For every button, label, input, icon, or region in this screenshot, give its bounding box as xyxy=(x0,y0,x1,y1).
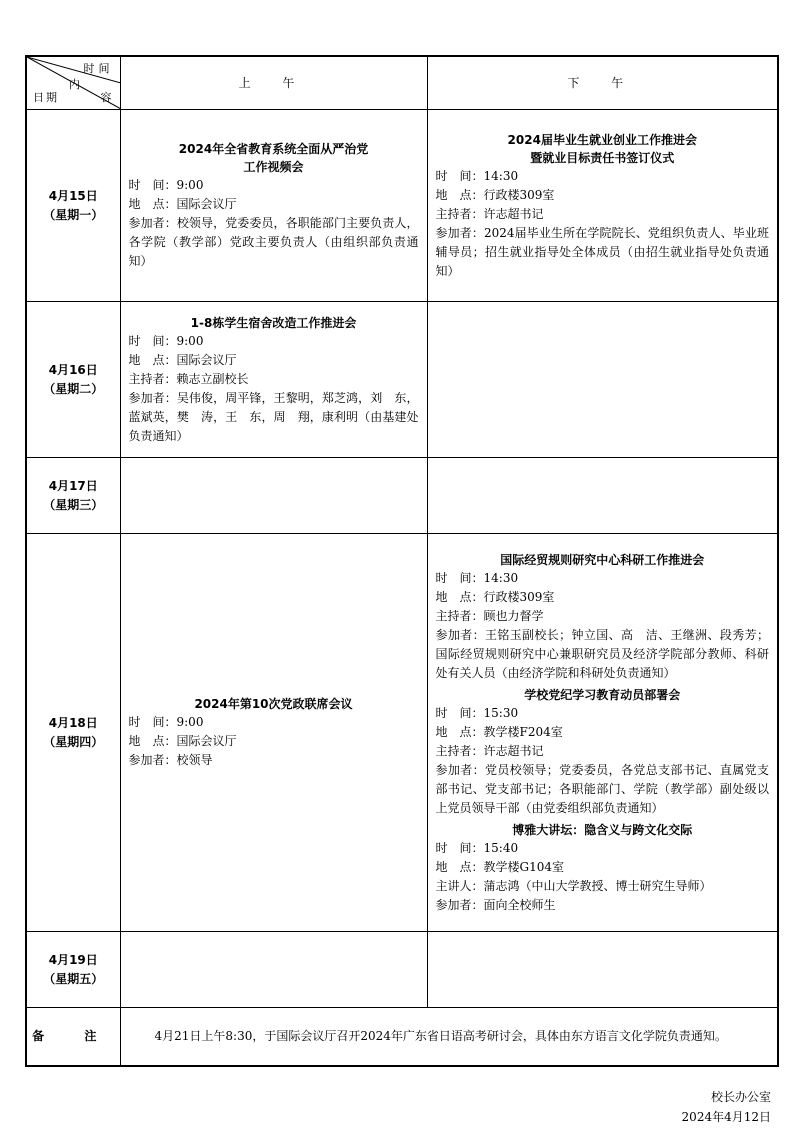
day-row xyxy=(26,110,778,302)
schedule-table xyxy=(25,55,779,1067)
afternoon-cell xyxy=(427,458,778,534)
event-detail-line: 参加者：党员校领导；党委委员，各党总支部书记、直属党支部书记、党支部书记；各职能部门、学院（教学部）副处级以上党员领导干部（由党委组织部负责通知） xyxy=(435,762,769,815)
header-row xyxy=(26,56,778,110)
event-detail-line: 时 间：14:30 xyxy=(435,168,519,183)
corner-content-label-1: 内 xyxy=(69,78,80,91)
day-label-cell xyxy=(26,458,120,534)
event-detail-line: 时 间：9:00 xyxy=(128,715,204,729)
day-date: 4月15日 xyxy=(48,188,98,203)
day-weekday: （星期二） xyxy=(43,381,104,396)
event-detail-line: 地 点：教学楼G104室 xyxy=(435,859,564,874)
day-label-cell xyxy=(26,302,120,458)
event-detail-line: 地 点：国际会议厅 xyxy=(128,734,237,748)
note-label: 备 注 xyxy=(26,1008,120,1066)
event-title: 工作视频会 xyxy=(243,160,304,174)
day-label-cell xyxy=(26,932,120,1008)
day-row xyxy=(26,458,778,534)
event-detail-line: 时 间：9:00 xyxy=(128,178,204,192)
day-weekday: （星期四） xyxy=(43,734,104,749)
event-title: 博雅大讲坛：隐含义与跨文化交际 xyxy=(512,822,693,837)
morning-header: 上 午 xyxy=(120,56,427,110)
issuing-office: 校长办公室 xyxy=(710,1090,771,1104)
event-detail-line: 主持者：许志超书记 xyxy=(435,743,544,758)
day-date: 4月19日 xyxy=(48,952,98,967)
day-date: 4月17日 xyxy=(48,478,98,493)
afternoon-header: 下 午 xyxy=(427,56,778,110)
day-weekday: （星期五） xyxy=(43,971,104,986)
afternoon-cell xyxy=(427,110,778,302)
event-detail-line: 主持者：赖志立副校长 xyxy=(128,371,249,386)
day-row xyxy=(26,932,778,1008)
note-row xyxy=(26,1008,778,1066)
event-title: 国际经贸规则研究中心科研工作推进会 xyxy=(500,552,705,567)
event-detail-line: 参加者：2024届毕业生所在学院院长、党组织负责人、毕业班辅导员；招生就业指导处全体成员（由招生就业指导处负责通知） xyxy=(435,225,769,278)
event-title: 暨就业目标责任书签订仪式 xyxy=(530,150,675,165)
event-block xyxy=(436,821,770,915)
event-detail-line: 参加者：面向全校师生 xyxy=(435,897,556,912)
event-title: 2024届毕业生就业创业工作推进会 xyxy=(507,132,697,147)
event-block xyxy=(129,314,419,446)
corner-content-label-2: 容 xyxy=(100,91,112,104)
event-block xyxy=(436,131,770,281)
day-row xyxy=(26,302,778,458)
event-block xyxy=(436,551,770,683)
event-block xyxy=(129,140,419,271)
event-detail-line: 时 间：14:30 xyxy=(435,570,519,585)
event-detail-line: 参加者：校领导，党委委员，各职能部门主要负责人，各学院（教学部）党政主要负责人（由组织部负责通知） xyxy=(128,216,419,268)
day-date: 4月18日 xyxy=(48,715,98,730)
event-title: 2024年第10次党政联席会议 xyxy=(194,697,353,711)
event-detail-line: 时 间：15:40 xyxy=(435,840,519,855)
event-block xyxy=(436,686,770,818)
event-block xyxy=(129,695,419,770)
day-row xyxy=(26,534,778,932)
event-detail-line: 主持者：顾也力督学 xyxy=(435,608,544,623)
morning-cell xyxy=(120,534,427,932)
event-detail-line: 主讲人：蒲志鸿（中山大学教授、博士研究生导师） xyxy=(435,878,712,893)
corner-time-label: 时间 xyxy=(83,62,114,75)
day-date: 4月16日 xyxy=(48,362,98,377)
event-detail-line: 时 间：9:00 xyxy=(128,333,204,348)
note-text: 4月21日上午8:30，于国际会议厅召开2024年广东省日语高考研讨会，具体由东方语言文化学院负责通知。 xyxy=(120,1008,778,1066)
event-detail-line: 地 点：行政楼309室 xyxy=(435,187,555,202)
afternoon-cell xyxy=(427,534,778,932)
event-detail-line: 参加者：吴伟俊，周平锋，王黎明，郑芝鸿，刘 东，蓝斌英，樊 涛，王 东，周 翔，康利明（由基建处负责通知） xyxy=(128,390,419,443)
event-detail-line: 地 点：教学楼F204室 xyxy=(435,724,563,739)
corner-date-label: 日期 xyxy=(33,91,59,104)
morning-cell xyxy=(120,458,427,534)
event-detail-line: 参加者：王铭玉副校长；钟立国、高 洁、王继洲、段秀芳；国际经贸规则研究中心兼职研究员及经济学院部分教师、科研处有关人员（由经济学院和科研处负责通知） xyxy=(435,627,769,680)
event-title: 2024年全省教育系统全面从严治党 xyxy=(178,142,369,156)
day-label-cell xyxy=(26,534,120,932)
morning-cell xyxy=(120,302,427,458)
event-title: 学校党纪学习教育动员部署会 xyxy=(524,687,681,702)
afternoon-cell xyxy=(427,932,778,1008)
event-detail-line: 地 点：国际会议厅 xyxy=(128,197,237,211)
event-detail-line: 地 点：行政楼309室 xyxy=(435,589,555,604)
event-detail-line: 时 间：15:30 xyxy=(435,705,519,720)
afternoon-cell xyxy=(427,302,778,458)
morning-cell xyxy=(120,110,427,302)
day-weekday: （星期一） xyxy=(43,207,104,222)
day-label-cell xyxy=(26,110,120,302)
day-weekday: （星期三） xyxy=(43,497,104,512)
morning-cell xyxy=(120,932,427,1008)
event-detail-line: 地 点：国际会议厅 xyxy=(128,352,237,367)
event-detail-line: 主持者：许志超书记 xyxy=(435,206,544,221)
issue-date: 2024年4月12日 xyxy=(681,1110,771,1124)
event-title: 1-8栋学生宿舍改造工作推进会 xyxy=(190,315,357,330)
event-detail-line: 参加者：校领导 xyxy=(128,753,213,767)
corner-cell xyxy=(26,56,120,110)
